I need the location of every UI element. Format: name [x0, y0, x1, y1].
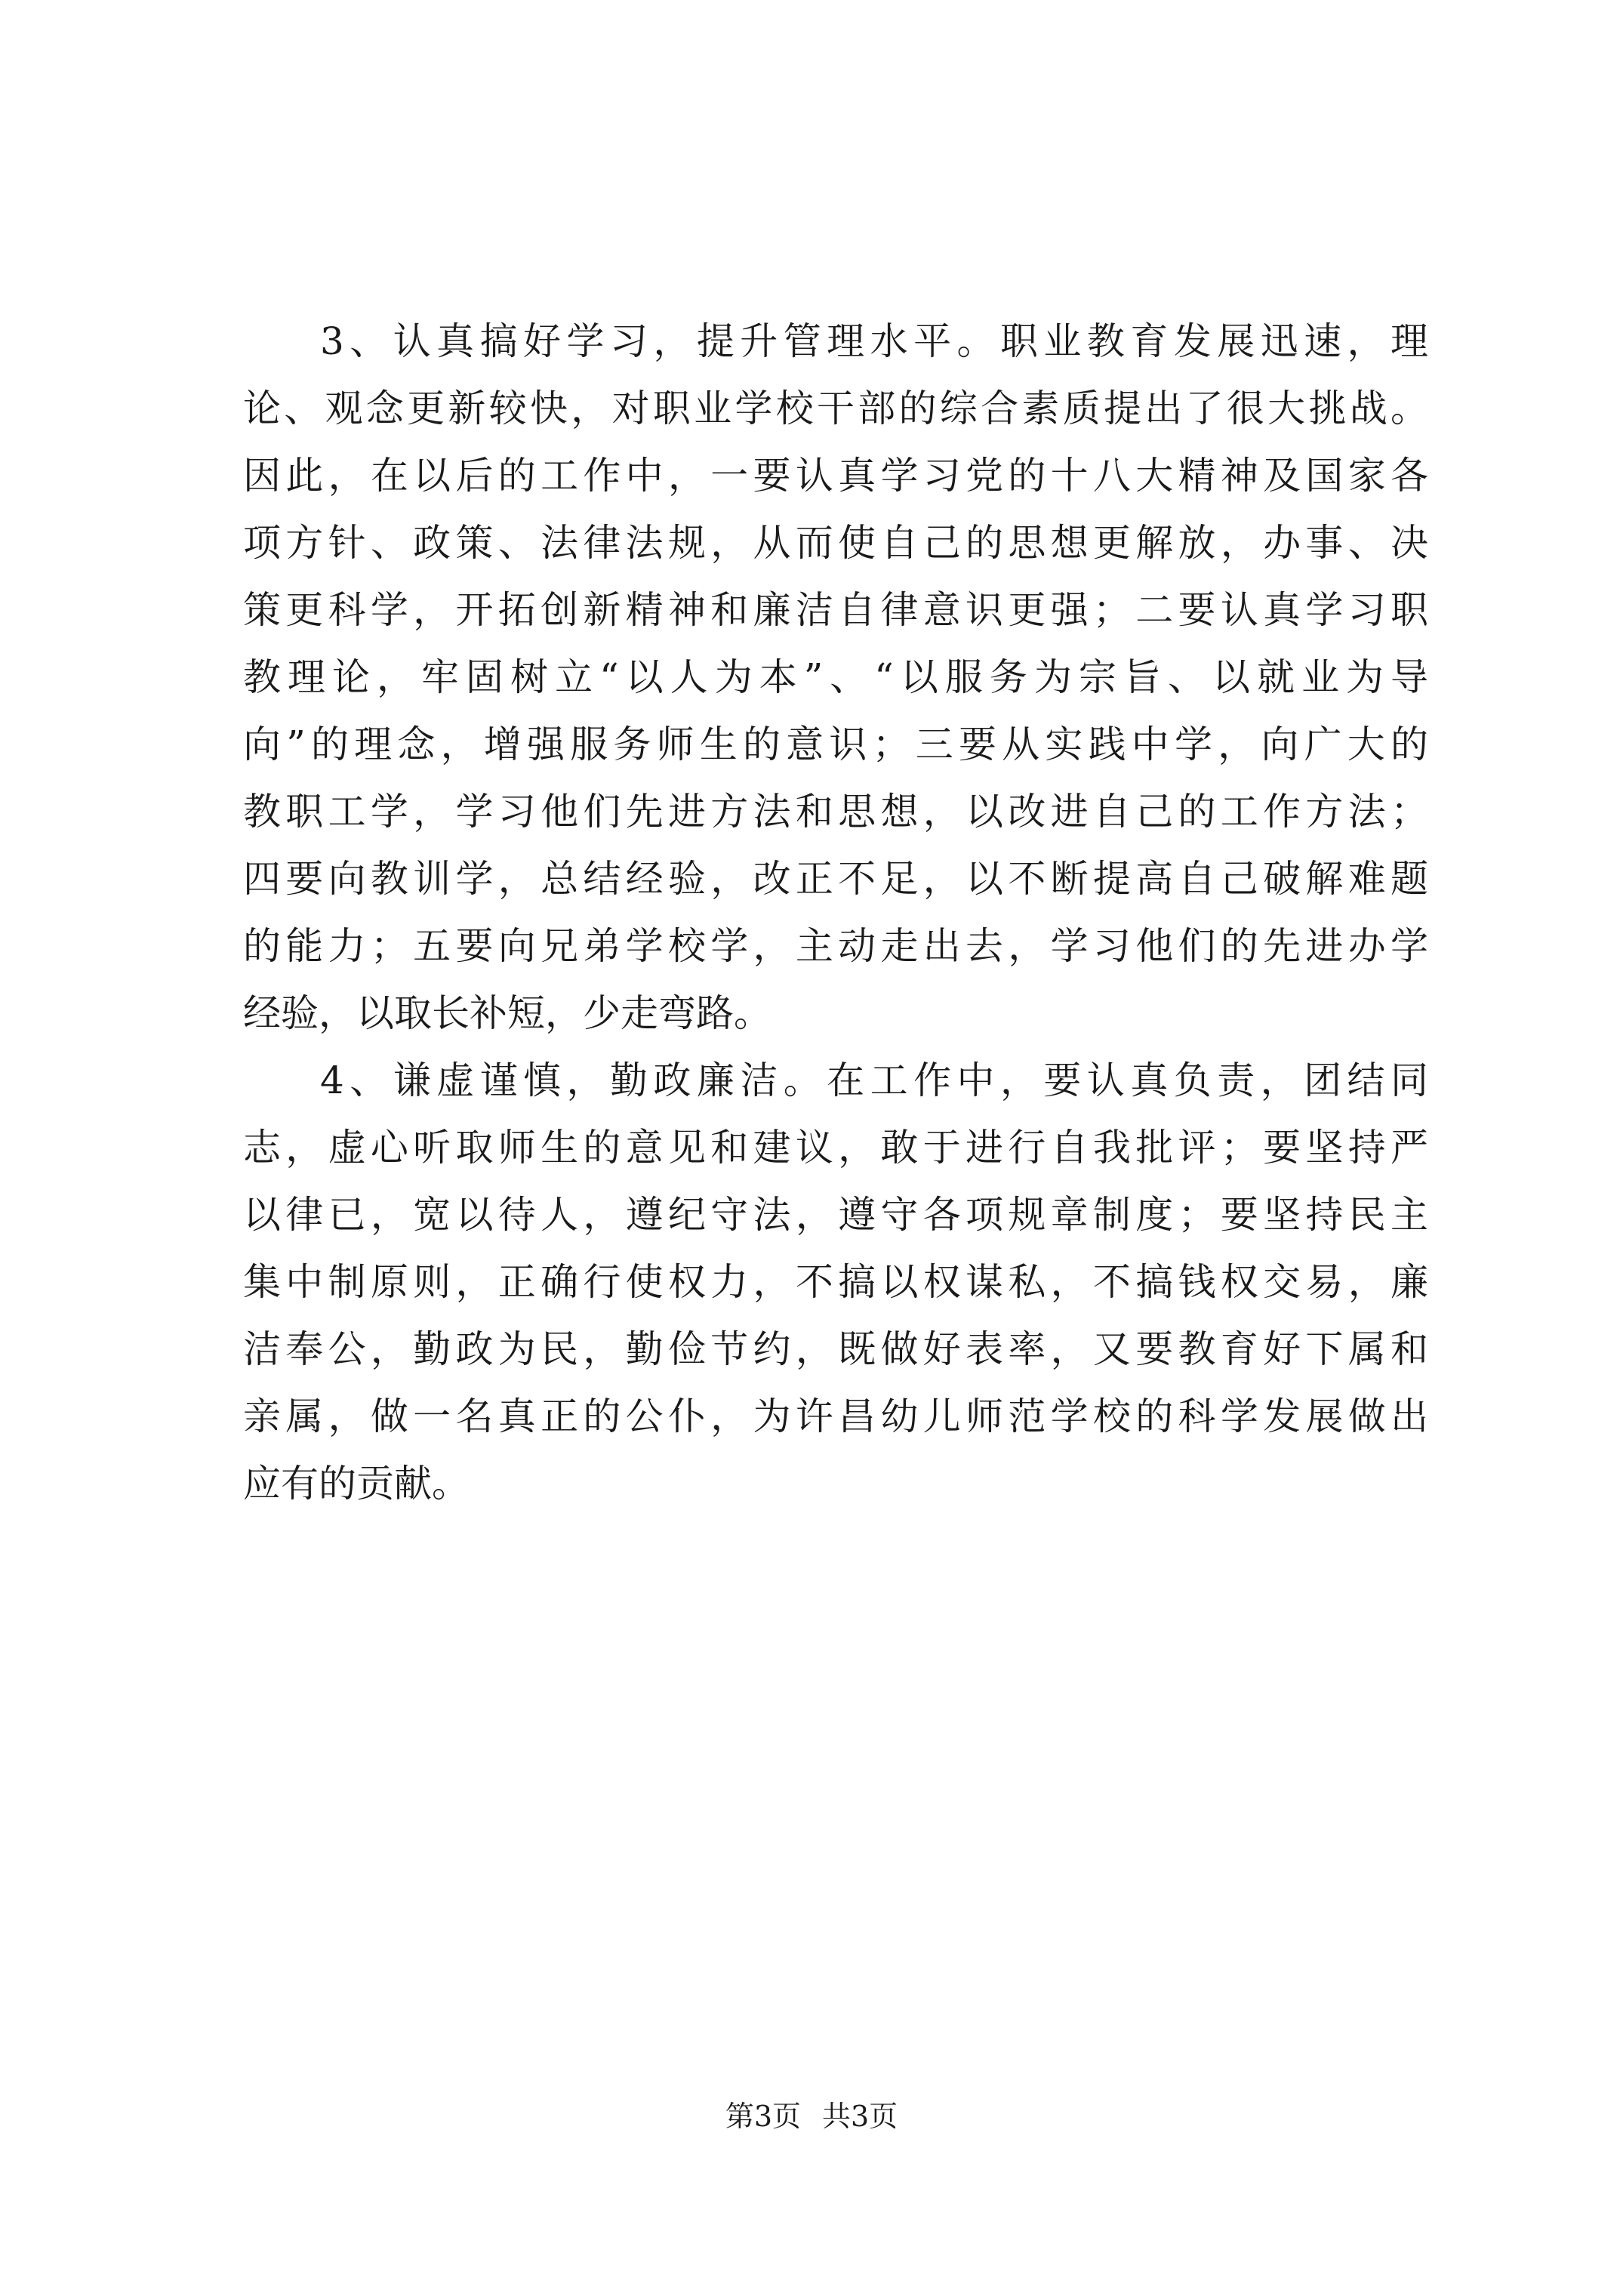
paragraph-line: 因此，在以后的工作中，一要认真学习党的十八大精神及国家各: [243, 454, 1428, 498]
page-number: 第3页: [725, 2100, 801, 2133]
paragraph-line: 项方针、政策、法律法规，从而使自己的思想更解放，办事、决: [243, 521, 1428, 565]
paragraph-4: [243, 1047, 1428, 1518]
paragraph-line: 集中制原则，正确行使权力，不搞以权谋私，不搞钱权交易，廉: [243, 1260, 1428, 1304]
paragraph-line: 志，虚心听取师生的意见和建议，敢于进行自我批评；要坚持严: [243, 1126, 1428, 1170]
paragraph-line: 4、谦虚谨慎，勤政廉洁。在工作中，要认真负责，团结同: [320, 1059, 1428, 1102]
paragraph-line: 亲属，做一名真正的公仆，为许昌幼儿师范学校的科学发展做出: [243, 1395, 1428, 1438]
paragraph-line: 论、观念更新较快，对职业学校干部的综合素质提出了很大挑战。: [243, 387, 1428, 430]
paragraph-line: 教职工学，学习他们先进方法和思想，以改进自己的工作方法；: [243, 790, 1428, 834]
paragraph-3: [243, 308, 1428, 1047]
paragraph-line: 3、认真搞好学习，提升管理水平。职业教育发展迅速，理: [320, 319, 1428, 363]
paragraph-line: 向”的理念，增强服务师生的意识；三要从实践中学，向广大的: [243, 723, 1428, 766]
paragraph-line: 洁奉公，勤政为民，勤俭节约，既做好表率，又要教育好下属和: [243, 1327, 1428, 1371]
paragraph-line: 经验，以取长补短，少走弯路。: [243, 991, 771, 1035]
paragraph-line: 的能力；五要向兄弟学校学，主动走出去，学习他们的先进办学: [243, 924, 1428, 968]
paragraph-line: 应有的贡献。: [243, 1462, 470, 1505]
page-footer: [0, 2097, 1623, 2135]
paragraph-line: 策更科学，开拓创新精神和廉洁自律意识更强；二要认真学习职: [243, 588, 1428, 632]
paragraph-line: 四要向教训学，总结经验，改正不足，以不断提高自己破解难题: [243, 857, 1428, 901]
page-total: 共3页: [822, 2100, 898, 2133]
document-body: [243, 308, 1428, 1518]
paragraph-line: 教理论，牢固树立“以人为本”、“以服务为宗旨、以就业为导: [243, 655, 1428, 699]
paragraph-line: 以律已，宽以待人，遵纪守法，遵守各项规章制度；要坚持民主: [243, 1193, 1428, 1237]
